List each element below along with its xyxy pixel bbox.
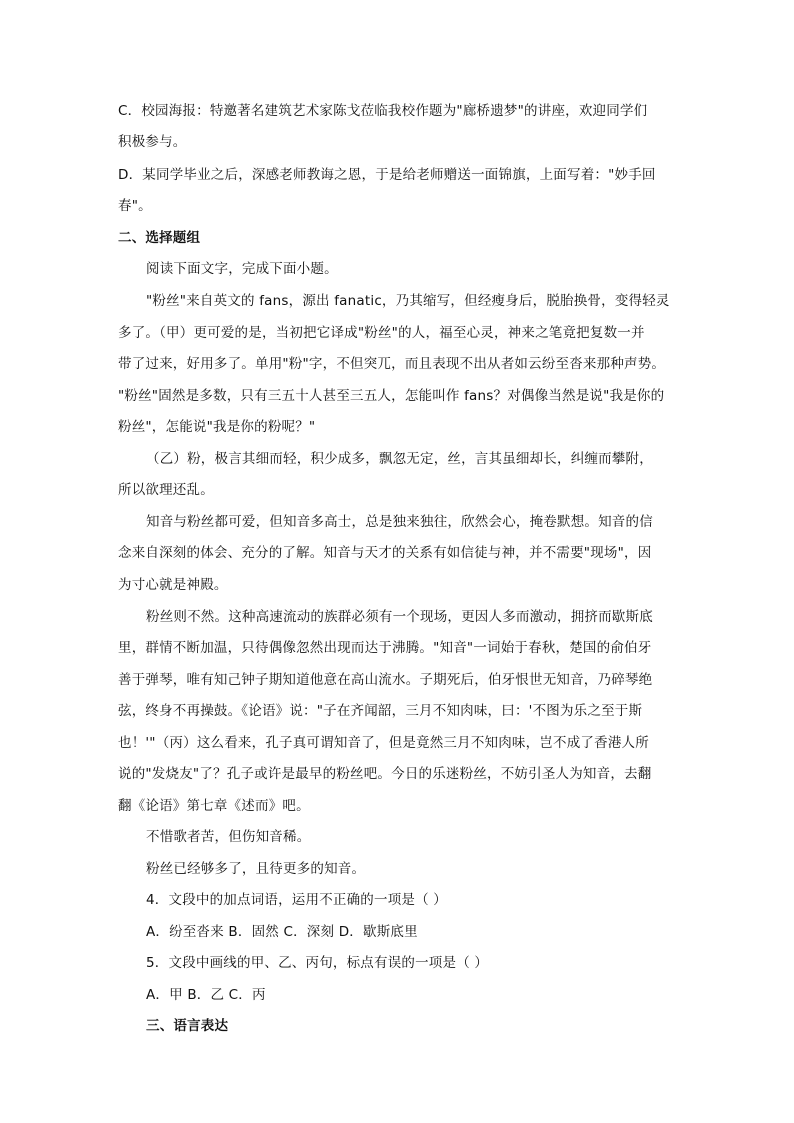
section2-heading: 二、选择题组 — [118, 230, 201, 246]
reading-instruction: 阅读下面文字，完成下面小题。 — [146, 261, 338, 277]
option-d-line1: D．某同学毕业之后，深感老师教诲之恩，于是给老师赠送一面锦旗，上面写着："妙手回 — [118, 167, 656, 183]
passage-line: 粉丝则不然。这种高速流动的族群必须有一个现场，更因人多而激动，拥挤而歇斯底 — [146, 609, 653, 625]
passage-line: 粉丝已经够多了，且待更多的知音。 — [146, 861, 366, 877]
passage-line: 带了过来，好用多了。单用"粉"字，不但突兀，而且表现不出从者如云纷至沓来那种声势。 — [118, 356, 666, 372]
passage-line: 所以欲理还乱。 — [118, 482, 214, 498]
passage-line: （乙）粉，极言其细而轻，积少成多，飘忽无定，丝，言其虽细却长，纠缠而攀附， — [146, 451, 653, 467]
passage-line: 念来自深刻的体会、充分的了解。知音与天才的关系有如信徒与神，并不需要"现场"，因 — [118, 545, 652, 561]
passage-line: "粉丝"固然是多数，只有三五十人甚至三五人，怎能叫作 fans？对偶像当然是说"我是你的 — [118, 388, 665, 404]
passage-line: 说的"发烧友"了？孔子或许是最早的粉丝吧。今日的乐迷粉丝，不妨引圣人为知音，去翻 — [118, 766, 652, 782]
passage-line: 不惜歌者苦，但伤知音稀。 — [146, 829, 311, 845]
option-c-line1: C．校园海报：特邀著名建筑艺术家陈戈莅临我校作题为"廊桥遗梦"的讲座，欢迎同学们 — [118, 103, 648, 119]
passage-line: 粉丝"，怎能说"我是你的粉呢？" — [118, 419, 316, 435]
passage-line: "粉丝"来自英文的 fans，源出 fanatic，乃其缩写，但经瘦身后，脱胎换骨，变得轻灵 — [146, 293, 670, 309]
question-5: 5．文段中画线的甲、乙、丙句，标点有误的一项是（ ） — [146, 955, 489, 971]
option-d-line2: 春"。 — [118, 198, 152, 214]
passage-line: 弦，终身不再操鼓。《论语》说："子在齐闻韶，三月不知肉味，曰：'不图为乐之至于斯 — [118, 703, 643, 719]
passage-line: 翻《论语》第七章《述而》吧。 — [118, 798, 310, 814]
passage-line: 多了。（甲）更可爱的是，当初把它译成"粉丝"的人，福至心灵，神来之笔竟把复数一并 — [118, 325, 645, 341]
passage-line: 善于弹琴，唯有知己钟子期知道他意在高山流水。子期死后，伯牙恨世无知音，乃碎琴绝 — [118, 672, 653, 688]
passage-line: 为寸心就是神殿。 — [118, 577, 228, 593]
question-5-options: A．甲 B．乙 C．丙 — [146, 987, 266, 1003]
passage-line: 里，群情不断加温，只待偶像忽然出现而达于沸腾。"知音"一词始于春秋，楚国的俞伯牙 — [118, 640, 652, 656]
section3-heading: 三、语言表达 — [146, 1018, 229, 1034]
option-c-line2: 积极参与。 — [118, 134, 187, 150]
question-4: 4．文段中的加点词语，运用不正确的一项是（ ） — [146, 892, 447, 908]
passage-line: 也！'"（丙）这么看来，孔子真可谓知音了，但是竟然三月不知肉味，岂不成了香港人所 — [118, 735, 649, 751]
question-4-options: A．纷至沓来 B．固然 C．深刻 D．歇斯底里 — [146, 924, 418, 940]
passage-line: 知音与粉丝都可爱，但知音多高士，总是独来独往，欣然会心，掩卷默想。知音的信 — [146, 514, 653, 530]
